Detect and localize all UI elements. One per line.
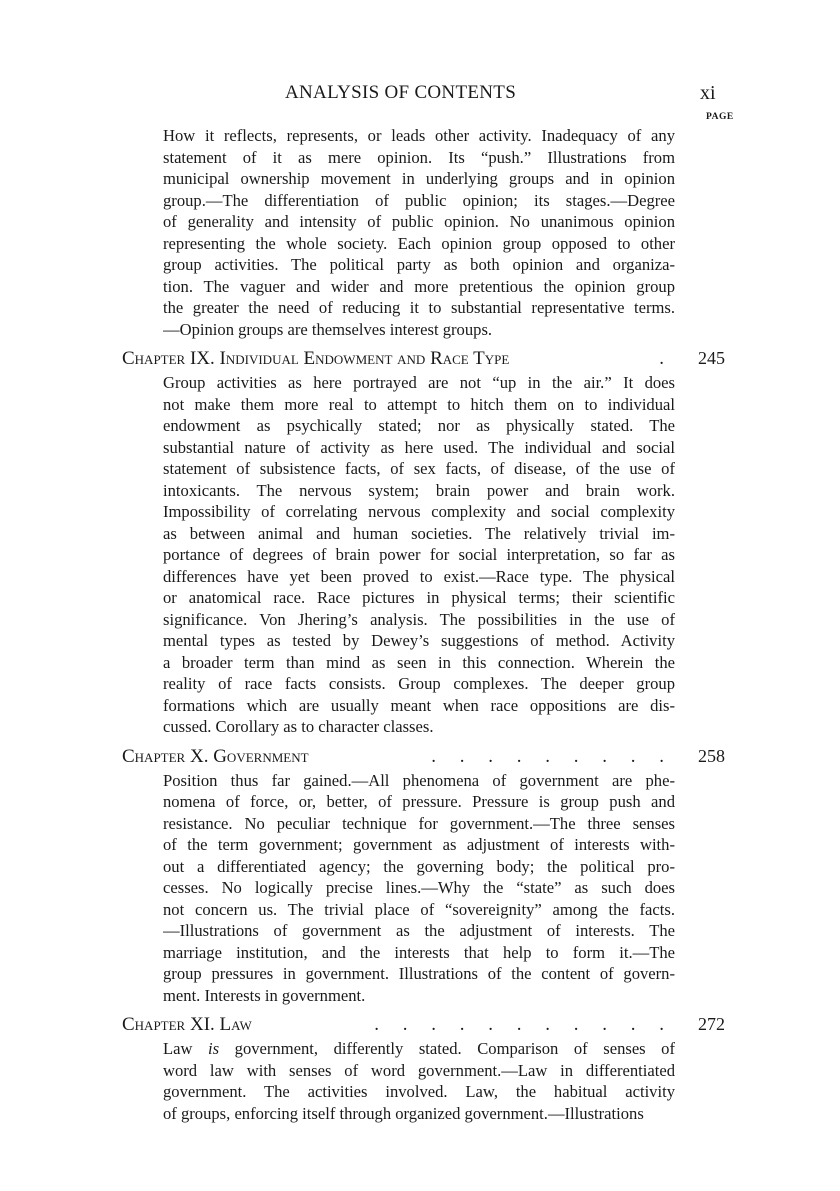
text-line: significance. Von Jhering’s analysis. The possibilities in the use of [163, 609, 675, 629]
text-line: —Illustrations of government as the adjustment of interests. The [163, 921, 675, 940]
chapter-title: Chapter XI. Law [122, 1014, 252, 1035]
text-line: word law with senses of word government.—Law in differentiated [163, 1060, 675, 1080]
running-header [0, 82, 840, 122]
chapter-title: Chapter X. Government [122, 745, 309, 767]
text-line: mental types as tested by Dewey’s suggestions of method. Activity [163, 631, 675, 650]
text-line: resistance. No peculiar technique for government.—The three senses [163, 813, 675, 833]
text-line: reality of race facts consists. Group complexes. The deeper group [163, 674, 675, 693]
dot-leader: . . . . . . . . . . . [369, 1014, 664, 1035]
chapter-heading [122, 744, 728, 768]
text-line: intoxicants. The nervous system; brain power and brain work. [163, 480, 675, 500]
text-line: cussed. Corollary as to character classes. [163, 717, 434, 736]
text-line: substantial nature of activity as here used. The individual and social [163, 437, 675, 457]
dot-leader: . [654, 348, 664, 369]
text-line: out a differentiated agency; the governing body; the political pro- [163, 856, 675, 876]
text-line: Impossibility of correlating nervous complexity and social complexity [163, 502, 675, 521]
text-line: not make them more real to attempt to hitch them on to individual [163, 394, 675, 414]
intro-paragraph [163, 125, 675, 340]
chapter-page-number: 258 [698, 745, 725, 766]
text-line: portance of degrees of brain power for social interpretation, so far as [163, 545, 675, 564]
page-column-label: PAGE [706, 112, 734, 122]
running-title: ANALYSIS OF CONTENTS [285, 82, 517, 103]
chapter-heading [122, 346, 728, 370]
text-line: the greater the need of reducing it to substantial representative terms. [163, 298, 675, 317]
text-line: group activities. The political party as both opinion and organiza- [163, 255, 675, 274]
text-line: formations which are usually meant when race oppositions are dis- [163, 695, 675, 715]
text-line: statement of subsistence facts, of sex facts, of disease, of the use of [163, 459, 675, 478]
chapter-summary [163, 372, 675, 738]
text-line: How it reflects, represents, or leads other activity. Inadequacy of any [163, 126, 675, 145]
text-line: of the term government; government as adjustment of interests with- [163, 835, 675, 854]
chapter-summary [163, 1038, 675, 1124]
text-line: ment. Interests in government. [163, 985, 366, 1005]
chapter-title: Chapter IX. Individual Endowment and Race Type [122, 348, 510, 369]
text-line: endowment as psychically stated; nor as physically stated. The [163, 416, 675, 435]
text-line: —Opinion groups are themselves interest groups. [163, 319, 493, 339]
text-line: as between animal and human societies. The relatively trivial im- [163, 523, 675, 543]
page-number: xi [700, 82, 716, 104]
text-line: or anatomical race. Race pictures in physical terms; their scientific [163, 588, 675, 607]
dot-leader: . . . . . . . . . [426, 745, 664, 767]
text-line: a broader term than mind as seen in this connection. Wherein the [163, 652, 675, 672]
chapter-heading [122, 1012, 728, 1036]
text-line: of generality and intensity of public opinion. No unanimous opinion [163, 212, 675, 231]
text-line: Position thus far gained.—All phenomena of government are phe- [163, 770, 675, 790]
text-line: of groups, enforcing itself through organized government.—Illustrations [163, 1103, 644, 1123]
text-line: statement of it as mere opinion. Its “push.” Illustrations from [163, 147, 675, 167]
text-line: cesses. No logically precise lines.—Why the “state” as such does [163, 878, 675, 897]
chapter-summary [163, 770, 675, 1007]
text-line: government. The activities involved. Law, the habitual activity [163, 1082, 675, 1101]
text-line: municipal ownership movement in underlying groups and in opinion [163, 169, 675, 188]
text-line: marriage institution, and the interests that help to form it.—The [163, 942, 675, 962]
text-line: tion. The vaguer and wider and more pretentious the opinion group [163, 276, 675, 296]
text-line: Group activities as here portrayed are not “up in the air.” It does [163, 373, 675, 392]
text-line: nomena of force, or, better, of pressure. Pressure is group push and [163, 792, 675, 811]
contents-flow [122, 125, 728, 1124]
text-line: group pressures in government. Illustrations of the content of govern- [163, 964, 675, 983]
text-line: Law is government, differently stated. Comparison of senses of [163, 1039, 675, 1058]
text-line: not concern us. The trivial place of “sovereignity” among the facts. [163, 899, 675, 919]
text-line: representing the whole society. Each opinion group opposed to other [163, 233, 675, 253]
chapter-page-number: 245 [698, 348, 725, 368]
text-line: differences have yet been proved to exist.—Race type. The physical [163, 566, 675, 586]
chapter-page-number: 272 [698, 1014, 725, 1034]
text-line: group.—The differentiation of public opinion; its stages.—Degree [163, 190, 675, 210]
